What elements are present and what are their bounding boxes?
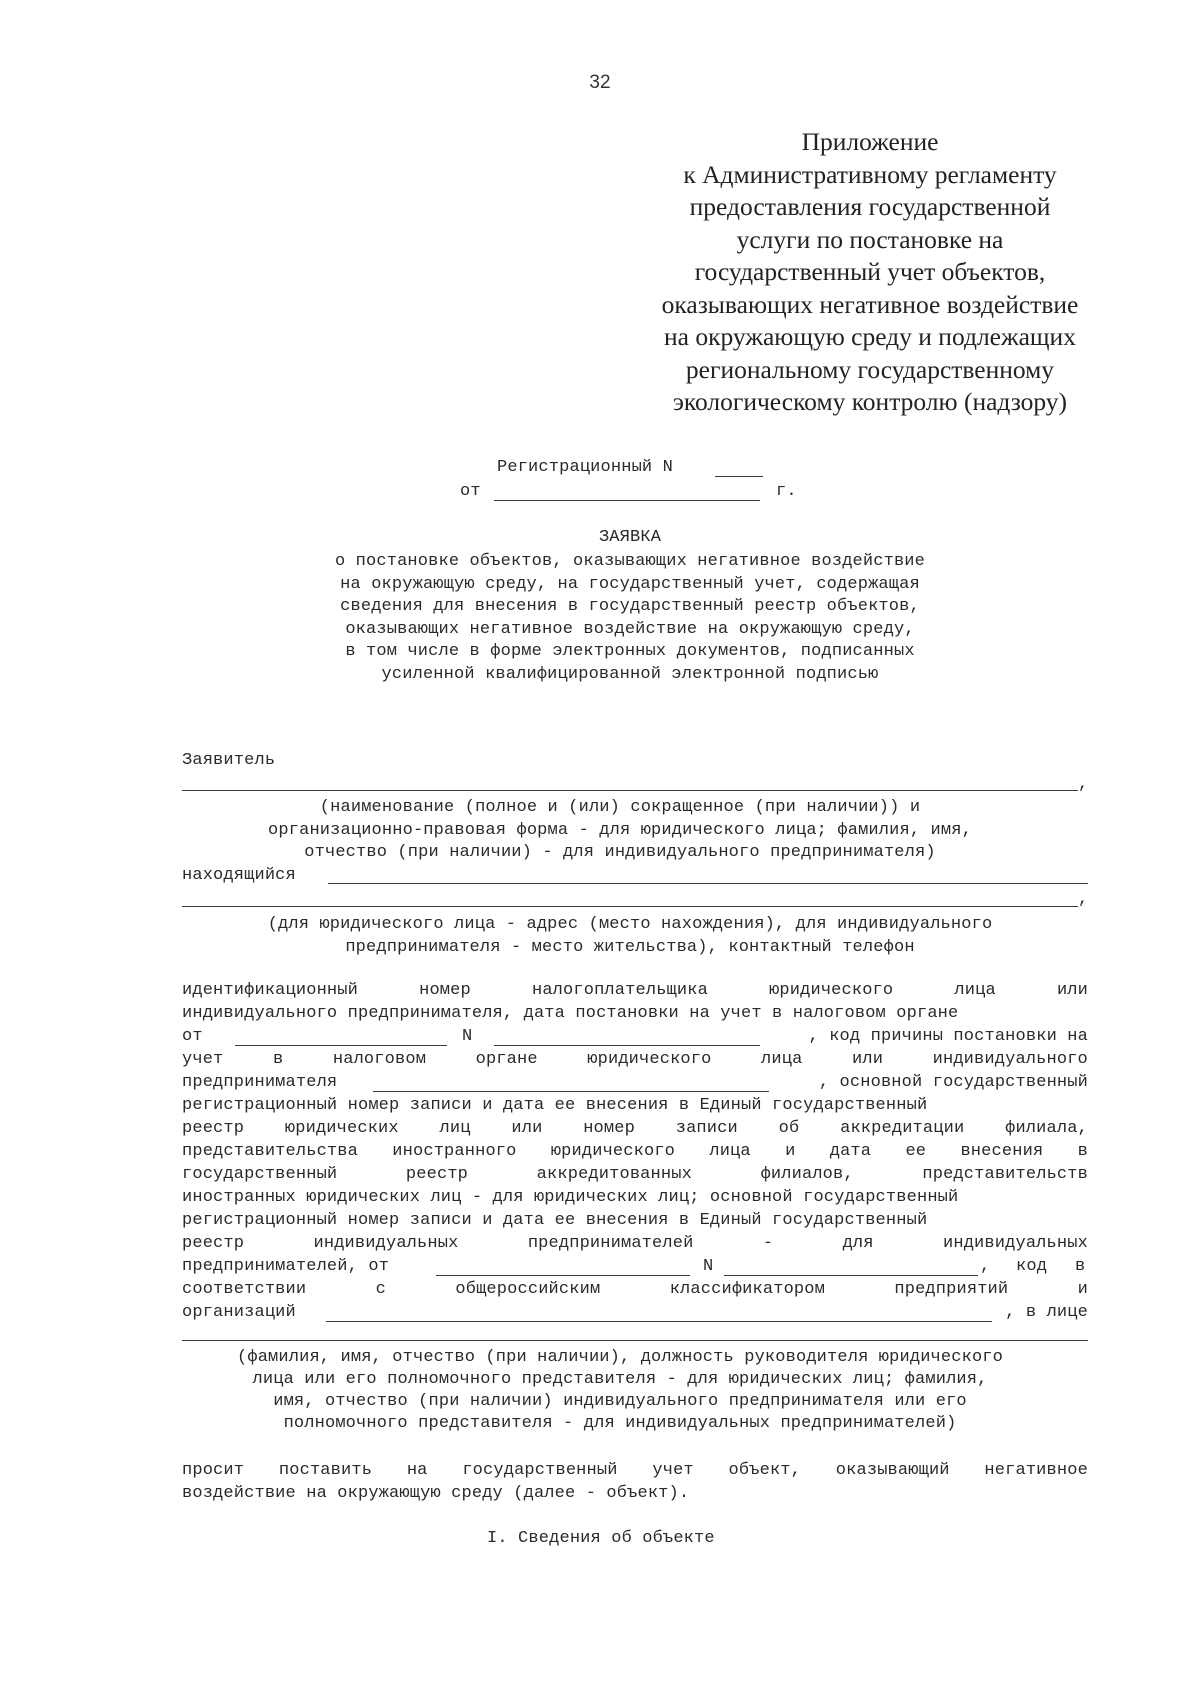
word: и: [785, 1142, 796, 1161]
word: ее: [905, 1142, 927, 1161]
page-number: 32: [589, 72, 611, 93]
kpp-line: [373, 1091, 769, 1092]
address-line-1: [328, 883, 1088, 884]
body-line-13-n: N: [703, 1257, 714, 1276]
body-line-13-start: предпринимателей, от: [182, 1257, 390, 1276]
caption-line: (для юридического лица - адрес (место нахождения), для индивидуального: [267, 915, 993, 934]
word: лиц: [439, 1119, 471, 1138]
applicant-label: Заявитель: [182, 751, 276, 770]
body-line-5-start: предпринимателя: [182, 1073, 338, 1092]
word: реестр: [182, 1234, 245, 1253]
word: поставить: [278, 1461, 373, 1480]
appendix-line: предоставления государственной: [689, 192, 1051, 221]
word: записи: [675, 1119, 738, 1138]
word: индивидуальных: [943, 1234, 1088, 1253]
word: лица: [761, 1050, 803, 1069]
body-line-14: [182, 1280, 1088, 1299]
caption-line: лица или его полномочного представителя - для юридических лиц; фамилия,: [252, 1370, 988, 1389]
inn-line: [494, 1045, 760, 1046]
appendix-line: государственный учет объектов,: [694, 257, 1046, 286]
title-line: на окружающую среду, на государственный учет, содержащая: [340, 574, 920, 594]
title-line: усиленной квалифицированной электронной подписью: [381, 664, 879, 684]
address-line-2: [182, 906, 1078, 907]
word: государственный: [182, 1165, 338, 1184]
word: аккредитации: [840, 1119, 965, 1138]
registration-label: [497, 458, 673, 477]
word: лица: [954, 981, 996, 1000]
word: реестр: [182, 1119, 245, 1138]
title-line: о постановке объектов, оказывающих негативное воздействие: [334, 552, 926, 571]
representative-caption: [0, 1347, 1200, 1435]
body-line-13-in: в: [1075, 1257, 1086, 1276]
word: индивидуального: [932, 1050, 1088, 1069]
word: органе: [475, 1050, 538, 1069]
address-caption: [0, 914, 1200, 959]
body-line-13-code: код: [1016, 1257, 1048, 1276]
body-line-7: [182, 1119, 1088, 1138]
tax-date-line: [235, 1045, 447, 1046]
word: налоговом: [332, 1050, 427, 1069]
word: иностранного: [392, 1142, 517, 1161]
representative-line: [182, 1340, 1088, 1341]
registration-from: от: [460, 482, 481, 501]
application-title: [0, 551, 1200, 686]
appendix-header: [630, 126, 1110, 419]
applicant-comma: ,: [1078, 775, 1089, 794]
address-comma: ,: [1078, 890, 1089, 909]
word: юридического: [769, 981, 894, 1000]
appendix-line: Приложение: [801, 127, 939, 156]
word: филиалов,: [760, 1165, 854, 1184]
word: предприятий: [894, 1280, 1009, 1299]
word: юридического: [550, 1142, 676, 1161]
body-line-13-comma: ,: [980, 1257, 991, 1276]
appendix-line: региональному государственному: [685, 354, 1055, 384]
caption-line: (фамилия, имя, отчество (при наличии), должность руководителя юридического: [236, 1348, 1004, 1367]
word: для: [842, 1234, 874, 1253]
word: номер: [583, 1119, 635, 1138]
body-line-1: [182, 981, 1088, 1000]
application-heading: ЗАЯВКА: [598, 528, 662, 547]
word: номер: [419, 981, 471, 1000]
word: оказывающий: [835, 1461, 950, 1480]
applicant-caption: [0, 797, 1200, 865]
body-line-15-end: , в лице: [1005, 1303, 1088, 1322]
word: или: [852, 1050, 884, 1069]
appendix-line: оказывающих негативное воздействие: [661, 289, 1079, 319]
body-line-8: [182, 1142, 1088, 1161]
word: юридических: [284, 1119, 399, 1138]
caption-line: имя, отчество (при наличии) индивидуального предпринимателя или его: [273, 1392, 967, 1411]
title-line: оказывающих негативное воздействие на окружающую среду,: [345, 619, 915, 639]
word: негативное: [984, 1461, 1088, 1480]
caption-line: организационно-правовая форма - для юридического лица; фамилия, имя,: [268, 820, 972, 840]
body-line-11: регистрационный номер записи и дата ее внесения в Единый государственный: [182, 1211, 928, 1230]
word: объект,: [728, 1461, 802, 1480]
word: аккредитованных: [536, 1165, 692, 1184]
word: или: [511, 1119, 543, 1138]
body-line-6: регистрационный номер записи и дата ее внесения в Единый государственный: [182, 1096, 928, 1115]
registration-number-label: Регистрационный N: [497, 458, 673, 477]
word: идентификационный: [182, 981, 358, 1000]
word: общероссийским: [455, 1280, 601, 1299]
appendix-line: экологическому контролю (надзору): [672, 387, 1068, 416]
word: в: [272, 1050, 284, 1069]
ogrnip-number-line: [724, 1275, 978, 1276]
word: в: [1077, 1142, 1088, 1161]
ogrnip-date-line: [436, 1275, 690, 1276]
caption-line: полномочного представителя - для индивидуальных предпринимателей): [283, 1414, 957, 1433]
word: государственный: [462, 1461, 618, 1480]
title-line: в том числе в форме электронных документов, подписанных: [345, 642, 915, 661]
appendix-line: услуги по постановке на: [736, 224, 1004, 254]
request-line-1: [182, 1461, 1088, 1480]
word: филиала,: [1005, 1119, 1088, 1138]
word: на: [406, 1461, 428, 1480]
registration-year: г.: [776, 482, 797, 501]
word: с: [375, 1280, 386, 1299]
word: лица: [709, 1142, 751, 1161]
word: соответствии: [182, 1280, 307, 1299]
word: классификатором: [669, 1280, 825, 1299]
word: об: [778, 1119, 800, 1138]
caption-line: предпринимателя - место жительства), контактный телефон: [345, 937, 915, 957]
body-line-3-n: N: [462, 1027, 473, 1046]
caption-line: отчество (при наличии) - для индивидуального предпринимателя): [304, 843, 936, 862]
okpo-line: [326, 1321, 992, 1322]
registration-number-line: [715, 476, 763, 477]
request-line-2: воздействие на окружающую среду (далее - объект).: [182, 1484, 690, 1503]
word: представительства: [182, 1142, 358, 1161]
applicant-name-line: [182, 790, 1078, 791]
located-label: находящийся: [182, 866, 296, 885]
caption-line: (наименование (полное и (или) сокращенное (при наличии)) и: [319, 798, 921, 817]
word: налогоплательщика: [531, 981, 708, 1000]
section-title: I. Сведения об объекте: [487, 1529, 715, 1548]
word: учет: [652, 1461, 694, 1480]
title-line: сведения для внесения в государственный реестр объектов,: [340, 597, 920, 616]
body-line-3-from: от: [182, 1027, 203, 1046]
word: юридического: [587, 1050, 712, 1069]
word: внесения: [960, 1142, 1044, 1161]
word: представительств: [922, 1165, 1088, 1184]
body-line-4: [182, 1050, 1088, 1069]
word: дата: [829, 1142, 872, 1161]
body-line-15-start: организаций: [182, 1303, 296, 1322]
body-line-5-end: , основной государственный: [818, 1073, 1088, 1092]
word: индивидуальных: [313, 1234, 459, 1253]
body-line-9: [182, 1165, 1088, 1184]
body-line-10: иностранных юридических лиц - для юридических лиц; основной государственный: [182, 1188, 959, 1207]
body-line-2: индивидуального предпринимателя, дата постановки на учет в налоговом органе: [182, 1004, 959, 1023]
registration-date-line: [494, 500, 760, 501]
word: реестр: [405, 1165, 469, 1184]
appendix-line: к Административному регламенту: [683, 159, 1057, 189]
word: или: [1056, 981, 1088, 1000]
word: просит: [182, 1461, 245, 1480]
word: учет: [182, 1050, 224, 1069]
body-line-12: [182, 1234, 1088, 1253]
body-line-3-rest: , код причины постановки на: [808, 1027, 1088, 1046]
word: -: [762, 1234, 774, 1253]
word: предпринимателей: [527, 1234, 694, 1253]
appendix-line: на окружающую среду и подлежащих: [664, 322, 1076, 351]
word: и: [1077, 1280, 1088, 1299]
